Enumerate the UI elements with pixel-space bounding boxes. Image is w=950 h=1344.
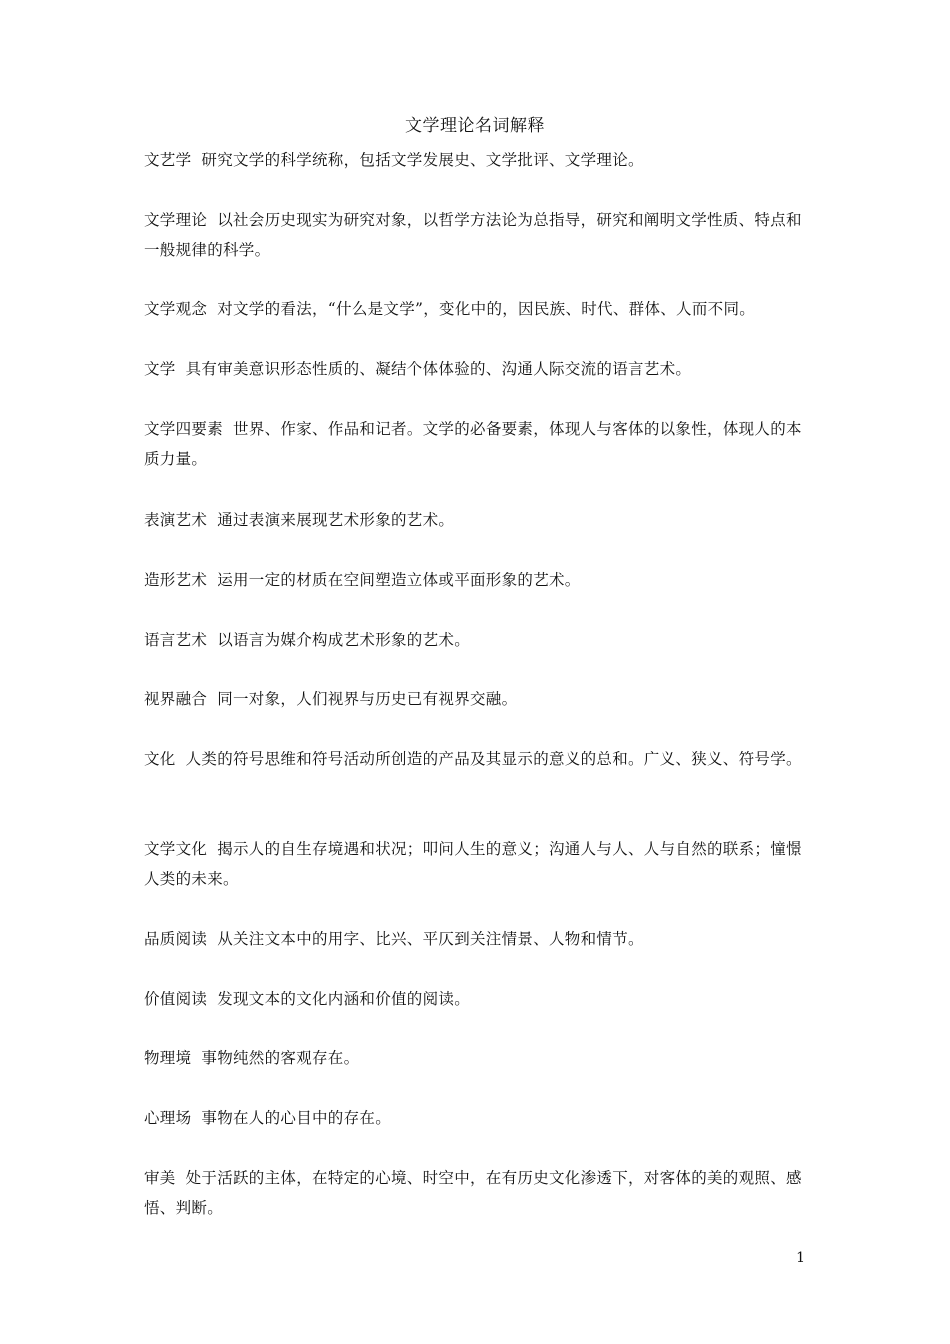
glossary-entry — [144, 205, 810, 265]
page-number: 1 — [796, 1250, 805, 1266]
glossary-entry — [144, 684, 810, 714]
entry-term: 文化 — [144, 750, 176, 768]
entry-term: 视界融合 — [144, 690, 208, 708]
glossary-entry — [144, 984, 810, 1014]
entry-definition: 世界、作家、作品和记者。文学的必备要素，体现人与客体的以象性，体现人的本质力量。 — [144, 420, 802, 468]
entry-definition: 以社会历史现实为研究对象，以哲学方法论为总指导，研究和阐明文学性质、特点和一般规律的科学。 — [144, 211, 802, 259]
glossary-entry — [144, 1103, 810, 1133]
glossary-entry — [144, 505, 810, 535]
entry-definition: 对文学的看法，“什么是文学”，变化中的，因民族、时代、群体、人而不同。 — [217, 300, 756, 318]
entry-definition: 同一对象，人们视界与历史已有视界交融。 — [217, 690, 518, 708]
glossary-entry — [144, 354, 810, 384]
glossary-entry — [144, 1043, 810, 1073]
entry-term: 文学 — [144, 360, 176, 378]
glossary-entry — [144, 414, 810, 474]
entry-term: 造形艺术 — [144, 571, 208, 589]
entry-definition: 人类的符号思维和符号活动所创造的产品及其显示的意义的总和。广义、狭义、符号学。 — [185, 750, 802, 768]
glossary-entry — [144, 294, 810, 324]
glossary-entry — [144, 145, 810, 175]
entry-term: 文学文化 — [144, 840, 208, 858]
entry-term: 文艺学 — [144, 151, 192, 169]
entry-definition: 从关注文本中的用字、比兴、平仄到关注情景、人物和情节。 — [217, 930, 644, 948]
entry-term: 价值阅读 — [144, 990, 208, 1008]
entry-definition: 具有审美意识形态性质的、凝结个体体验的、沟通人际交流的语言艺术。 — [185, 360, 692, 378]
glossary-entry — [144, 565, 810, 595]
entry-term: 文学理论 — [144, 211, 208, 229]
entry-definition: 研究文学的科学统称，包括文学发展史、文学批评、文学理论。 — [201, 151, 644, 169]
glossary-entry — [144, 744, 810, 774]
entry-definition: 处于活跃的主体，在特定的心境、时空中，在有历史文化渗透下，对客体的美的观照、感悟、判断。 — [144, 1169, 802, 1217]
entry-term: 物理境 — [144, 1049, 192, 1067]
entry-definition: 发现文本的文化内涵和价值的阅读。 — [217, 990, 471, 1008]
glossary-entry — [144, 1163, 810, 1223]
entry-definition: 揭示人的自生存境遇和状况；叩问人生的意义；沟通人与人、人与自然的联系；憧憬人类的未来。 — [144, 840, 802, 888]
entry-definition: 事物纯然的客观存在。 — [201, 1049, 360, 1067]
entry-term: 审美 — [144, 1169, 176, 1187]
entry-term: 表演艺术 — [144, 511, 208, 529]
entry-definition: 通过表演来展现艺术形象的艺术。 — [217, 511, 455, 529]
entry-term: 语言艺术 — [144, 631, 208, 649]
entry-term: 文学观念 — [144, 300, 208, 318]
entry-definition: 事物在人的心目中的存在。 — [201, 1109, 392, 1127]
glossary-entry — [144, 924, 810, 954]
document-title: 文学理论名词解释 — [405, 116, 545, 136]
entry-definition: 以语言为媒介构成艺术形象的艺术。 — [217, 631, 471, 649]
glossary-entry — [144, 834, 810, 894]
entry-term: 文学四要素 — [144, 420, 224, 438]
entry-term: 品质阅读 — [144, 930, 208, 948]
entry-definition: 运用一定的材质在空间塑造立体或平面形象的艺术。 — [217, 571, 581, 589]
entry-term: 心理场 — [144, 1109, 192, 1127]
glossary-entry — [144, 625, 810, 655]
